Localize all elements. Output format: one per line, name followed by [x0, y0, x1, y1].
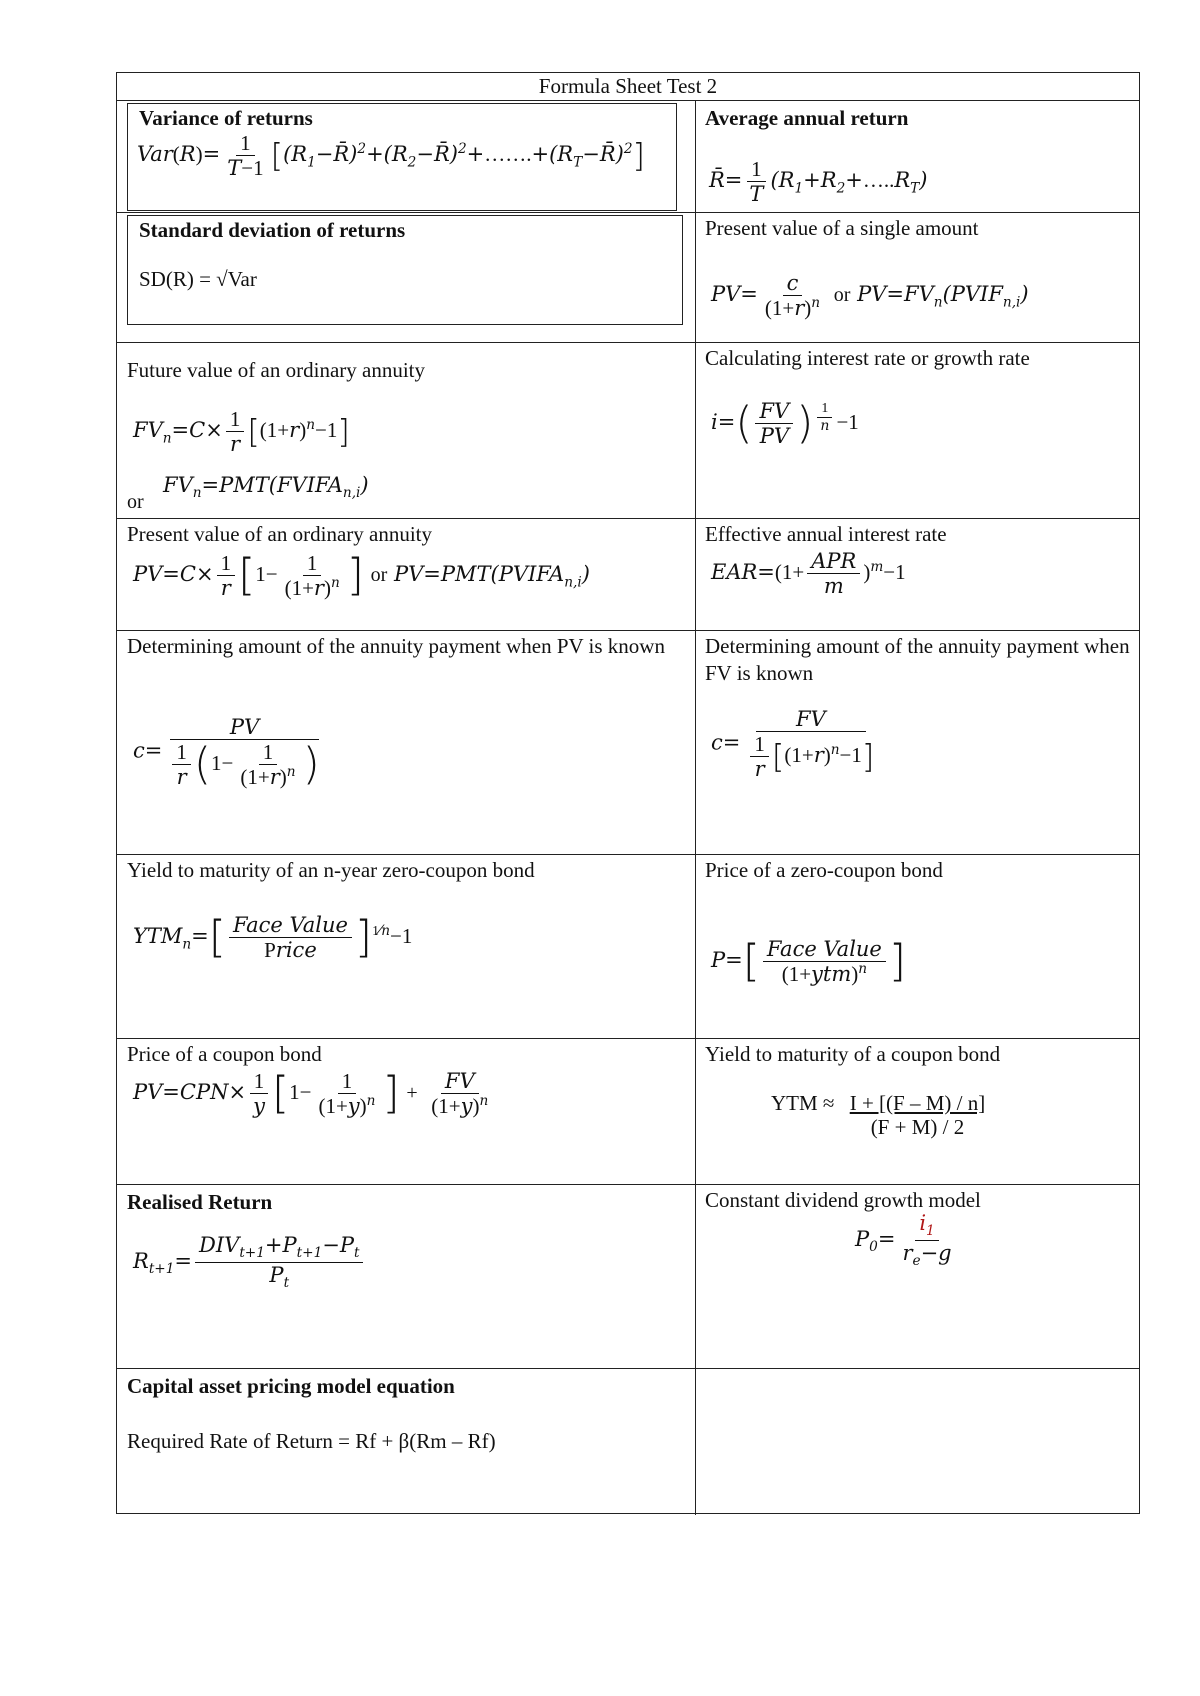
capm-label: Capital asset pricing model equation	[127, 1374, 455, 1398]
pv-annuity-formula: PV=C× $\frac{1}{r}$ [1− $\frac{1}{(1+r)^n}$ ] or $PV=PMT(PVIFA_{n,i})$	[133, 549, 590, 601]
variance-label: Variance of returns	[139, 106, 313, 130]
ytm-coupon-label: Yield to maturity of a coupon bond	[705, 1042, 1001, 1066]
cell-ear	[695, 519, 1141, 630]
annuity-payment-pv-label: Determining amount of the annuity payment when PV is known	[127, 634, 665, 658]
interest-rate-label: Calculating interest rate or growth rate	[705, 346, 1030, 370]
cell-interest-rate	[695, 343, 1141, 518]
row-stddev	[117, 213, 1139, 343]
ytm-coupon-lhs: YTM ≈	[771, 1091, 835, 1115]
price-zero-label: Price of a zero-coupon bond	[705, 858, 943, 882]
cell-realised-return	[117, 1185, 695, 1368]
ytm-coupon-formula	[771, 1091, 985, 1139]
row-fv-annuity	[117, 343, 1139, 519]
capm-formula: Required Rate of Return = Rf + β(Rm – Rf)	[127, 1429, 496, 1453]
row-zero-coupon	[117, 855, 1139, 1039]
cell-annuity-payment-fv	[695, 631, 1141, 854]
fv-annuity-or: or	[127, 491, 144, 513]
cell-annuity-payment-pv	[117, 631, 695, 854]
annuity-payment-pv-formula: c= PV $\frac{1}{r}$ (1− $\frac{1}{(1+r)^n}$ )	[133, 715, 320, 790]
dividend-growth-formula: $P_0=$ $\frac{i_1}{r_e-g}$	[855, 1211, 952, 1270]
ytm-coupon-denominator: (F + M) / 2	[870, 1115, 965, 1139]
cell-variance	[117, 101, 695, 212]
row-pv-annuity	[117, 519, 1139, 631]
cell-fv-annuity	[117, 343, 695, 518]
std-dev-formula: SD(R) = √Var	[139, 267, 257, 291]
row-capm	[117, 1369, 1139, 1515]
ytm-zero-label: Yield to maturity of an n-year zero-coupon bond	[127, 858, 535, 882]
row-annuity-payment	[117, 631, 1139, 855]
realised-return-label: Realised Return	[127, 1190, 273, 1214]
fv-annuity-label: Future value of an ordinary annuity	[127, 358, 425, 382]
pv-annuity-label: Present value of an ordinary annuity	[127, 522, 432, 546]
cell-pv-annuity	[117, 519, 695, 630]
annuity-payment-fv-label: Determining amount of the annuity payment when FV is known	[705, 634, 1130, 685]
average-return-formula: R̄= $\frac{1}{T}$ $(R_1+R_2+\dots..R_T)$	[709, 157, 928, 207]
fv-annuity-formula-2: $FV_n=PMT(FVIFA_{n,i})$	[163, 473, 369, 502]
interest-rate-formula: i=( $\frac{FV}{PV}$ ) $^{\frac{1}{n}}$ −1	[711, 397, 859, 449]
pv-single-formula: PV= $\frac{c}{(1+r)^n}$ or $PV=FV_n(PVIF_{n,i})$	[711, 271, 1029, 321]
pv-single-label: Present value of a single amount	[705, 216, 979, 240]
annuity-payment-fv-formula: c= FV $\frac{1}{r}$ $[(1+r)^n-1]$	[711, 707, 875, 782]
cell-ytm-zero	[117, 855, 695, 1038]
row-variance	[117, 101, 1139, 213]
row-coupon-bond	[117, 1039, 1139, 1185]
realised-return-formula: $R_{t+1}=$ $DIV_{t+1}+P_{t+1}-P_t$ $P_t$	[133, 1233, 366, 1292]
cell-price-coupon	[117, 1039, 695, 1184]
row-returns	[117, 1185, 1139, 1369]
dividend-growth-label: Constant dividend growth model	[705, 1188, 981, 1212]
fv-annuity-formula-1: $FV_n=C\times$ $\frac{1}{r}$ $[(1+r)^n-1]$	[133, 407, 350, 457]
cell-price-zero	[695, 855, 1141, 1038]
cell-pv-single	[695, 213, 1141, 342]
cell-capm	[117, 1369, 695, 1515]
cell-std-dev	[117, 213, 695, 342]
price-zero-formula: P=[ Face Value $(1+ytm)^n$ ]	[711, 935, 907, 987]
title-row	[117, 73, 1139, 101]
cell-average-return	[695, 101, 1141, 212]
cell-empty	[695, 1369, 1141, 1515]
ytm-coupon-numerator: I + [(F – M) / n]	[849, 1091, 986, 1115]
average-return-label: Average annual return	[705, 106, 909, 130]
ytm-zero-formula: $YTM_n=$[ Face Value Price ]$^{1⁄n}$−1	[133, 911, 413, 963]
std-dev-label: Standard deviation of returns	[139, 218, 406, 242]
ear-label: Effective annual interest rate	[705, 522, 947, 546]
cell-ytm-coupon	[695, 1039, 1141, 1184]
price-coupon-formula: PV=CPN× $\frac{1}{y}$ [1− $\frac{1}{(1+y)^n}$ ] + $\frac{FV}{(1+y)^n}$	[133, 1067, 489, 1119]
formula-sheet	[116, 72, 1140, 1514]
ear-formula: EAR=(1+ APR m )$^m$−1	[711, 549, 906, 599]
sheet-title: Formula Sheet Test 2	[538, 74, 718, 98]
variance-formula: Var(R)= $\frac{1}{T-1}$ $[(R_1-R̄)^2+(R_2-R̄)^2+\dots\dots.+(R_T-R̄)^2]$	[137, 131, 646, 181]
price-coupon-label: Price of a coupon bond	[127, 1042, 322, 1066]
cell-dividend-growth	[695, 1185, 1141, 1368]
